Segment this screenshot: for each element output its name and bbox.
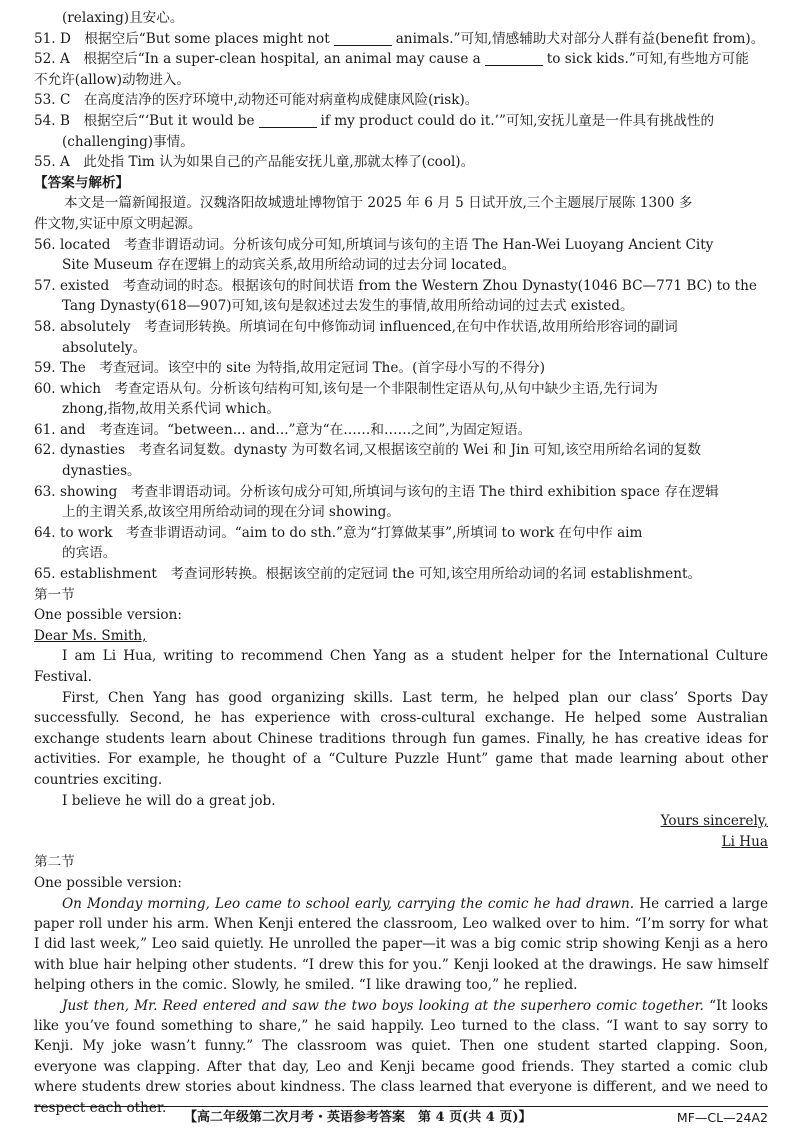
item-line: Tang Dynasty(618—907)可知,该句是叙述过去发生的事情,故用所给动词的过去式 existed。	[62, 298, 634, 315]
item-63: 63. showing 考查非谓语动词。分析该句成分可知,所填词与该句的主语 The third exhibition space 存在逻辑	[34, 483, 719, 500]
story-body	[34, 894, 768, 1118]
story-lead-sentence: On Monday morning, Leo came to school early, carrying the comic he had drawn.	[62, 895, 635, 912]
item-51: 51. D 根据空后“But some places might not animals.”可知,情感辅助犬对部分人群有益(benefit from)。	[34, 30, 765, 47]
passage-summary: 本文是一篇新闻报道。汉魏洛阳故城遗址博物馆于 2025 年 6 月 5 日试开放,三个主题展厅展陈 1300 多	[64, 195, 693, 212]
part1-intro: One possible version:	[34, 607, 182, 624]
part1-title: 第一节	[34, 586, 75, 603]
letter-closing: Yours sincerely,	[660, 813, 768, 830]
letter-salutation: Dear Ms. Smith,	[34, 627, 147, 644]
answer-blank	[334, 31, 392, 46]
answer-blank	[485, 51, 543, 66]
item-65: 65. establishment 考查词形转换。根据该空前的定冠词 the 可知,该空用所给动词的名词 establishment。	[34, 566, 702, 583]
item-line: 上的主谓关系,故该空用所给动词的现在分词 showing。	[62, 504, 400, 521]
letter-body	[34, 646, 768, 811]
letter-paragraph: I am Li Hua, writing to recommend Chen Yang as a student helper for the International Culture Festival.	[34, 648, 768, 685]
item-60: 60. which 考查定语从句。分析该句结构可知,该句是一个非限制性定语从句,从句中缺少主语,先行词为	[34, 380, 658, 397]
story-paragraph: Just then, Mr. Reed entered and saw the two boys looking at the superhero comic together. “It looks like you’ve found something to share,” he said happily. Leo turned to the class. “I want to say sorry to Kenji. My joke wasn’t funny.” The classroom was quiet. Then one student started clapping. Soon, everyone was clapping. After that day, Leo and Kenji became good friends. They started a comic club where students drew stories about kindness. The class learned that everyone is different, and we need to respect each other.	[34, 997, 768, 1116]
item-line: (challenging)事情。	[62, 133, 194, 150]
letter-paragraph: I believe he will do a great job.	[62, 792, 276, 809]
item-58: 58. absolutely 考查词形转换。所填词在句中修饰动词 influenced,在句中作状语,故用所给形容词的副词	[34, 318, 678, 335]
item-line: dynasties。	[62, 463, 141, 480]
item-53: 53. C 在高度洁净的医疗环境中,动物还可能对病童构成健康风险(risk)。	[34, 92, 479, 109]
item-56: 56. located 考查非谓语动词。分析该句成分可知,所填词与该句的主语 The Han-Wei Luoyang Ancient City	[34, 236, 714, 253]
item-line: 件文物,实证中原文明起源。	[34, 215, 202, 232]
answer-page	[34, 8, 768, 1118]
section-heading: 【答案与解析】	[34, 174, 130, 191]
item-55: 55. A 此处指 Tim 认为如果自己的产品能安抚儿童,那就太棒了(cool)。	[34, 154, 475, 171]
footer-code: MF—CL—24A2	[676, 1110, 768, 1125]
item-line: absolutely。	[62, 339, 147, 356]
letter-signature: Li Hua	[721, 833, 768, 850]
item-64: 64. to work 考查非谓语动词。“aim to do sth.”意为“打算做某事”,所填词 to work 在句中作 aim	[34, 524, 643, 541]
item-61: 61. and 考查连词。“between... and...”意为“在……和……之间”,为固定短语。	[34, 421, 532, 438]
story-paragraph: On Monday morning, Leo came to school early, carrying the comic he had drawn. He carried a large paper roll under his arm. When Kenji entered the classroom, Leo walked over to him. “I’m sorry for what I did last week,” Leo said quietly. He unrolled the paper—it was a big comic strip showing Kenji as a hero with blue hair helping other students. “I drew this for you.” Kenji looked at the drawings. He saw himself helping others in the comic. Slowly, he smiled. “I like drawing too,” he replied.	[34, 895, 769, 994]
answer-blank	[259, 113, 317, 128]
item-line: zhong,指物,故用关系代词 which。	[62, 401, 280, 418]
item-59: 59. The 考查冠词。该空中的 site 为特指,故用定冠词 The。(首字母小写的不得分)	[34, 360, 546, 377]
item-62: 62. dynasties 考查名词复数。dynasty 为可数名词,又根据该空前的 Wei 和 Jin 可知,该空用所给名词的复数	[34, 442, 701, 459]
item-52: 52. A 根据空后“In a super-clean hospital, an animal may cause a to sick kids.”可知,有些地方可能	[34, 51, 749, 68]
footer-title: 【高二年级第二次月考・英语参考答案 第 4 页(共 4 页)】	[184, 1110, 532, 1125]
item-line: Site Museum 存在逻辑上的动宾关系,故用所给动词的过去分词 located。	[62, 257, 516, 274]
item-line: 的宾语。	[62, 545, 117, 562]
item-line: (relaxing)且安心。	[62, 10, 184, 26]
page-footer	[34, 1106, 768, 1129]
part2-intro: One possible version:	[34, 874, 182, 891]
part2-title: 第二节	[34, 854, 75, 871]
story-lead-sentence: Just then, Mr. Reed entered and saw the two boys looking at the superhero comic together.	[62, 997, 704, 1014]
item-line: 不允许(allow)动物进入。	[34, 71, 190, 88]
item-54: 54. B 根据空后“‘But it would be if my product could do it.’”可知,安抚儿童是一件具有挑战性的	[34, 112, 715, 129]
item-57: 57. existed 考查动词的时态。根据该句的时间状语 from the Western Zhou Dynasty(1046 BC—771 BC) to the	[34, 277, 757, 294]
letter-paragraph: First, Chen Yang has good organizing skills. Last term, he helped plan our class’ Sports Day successfully. Second, he has experience with cross-cultural exchange. He helped some Australian exchange students learn about Chinese traditions through fun games. Finally, he has creative ideas for activities. For example, he thought of a “Culture Puzzle Hunt” game that made learning about other countries exciting.	[34, 689, 768, 788]
